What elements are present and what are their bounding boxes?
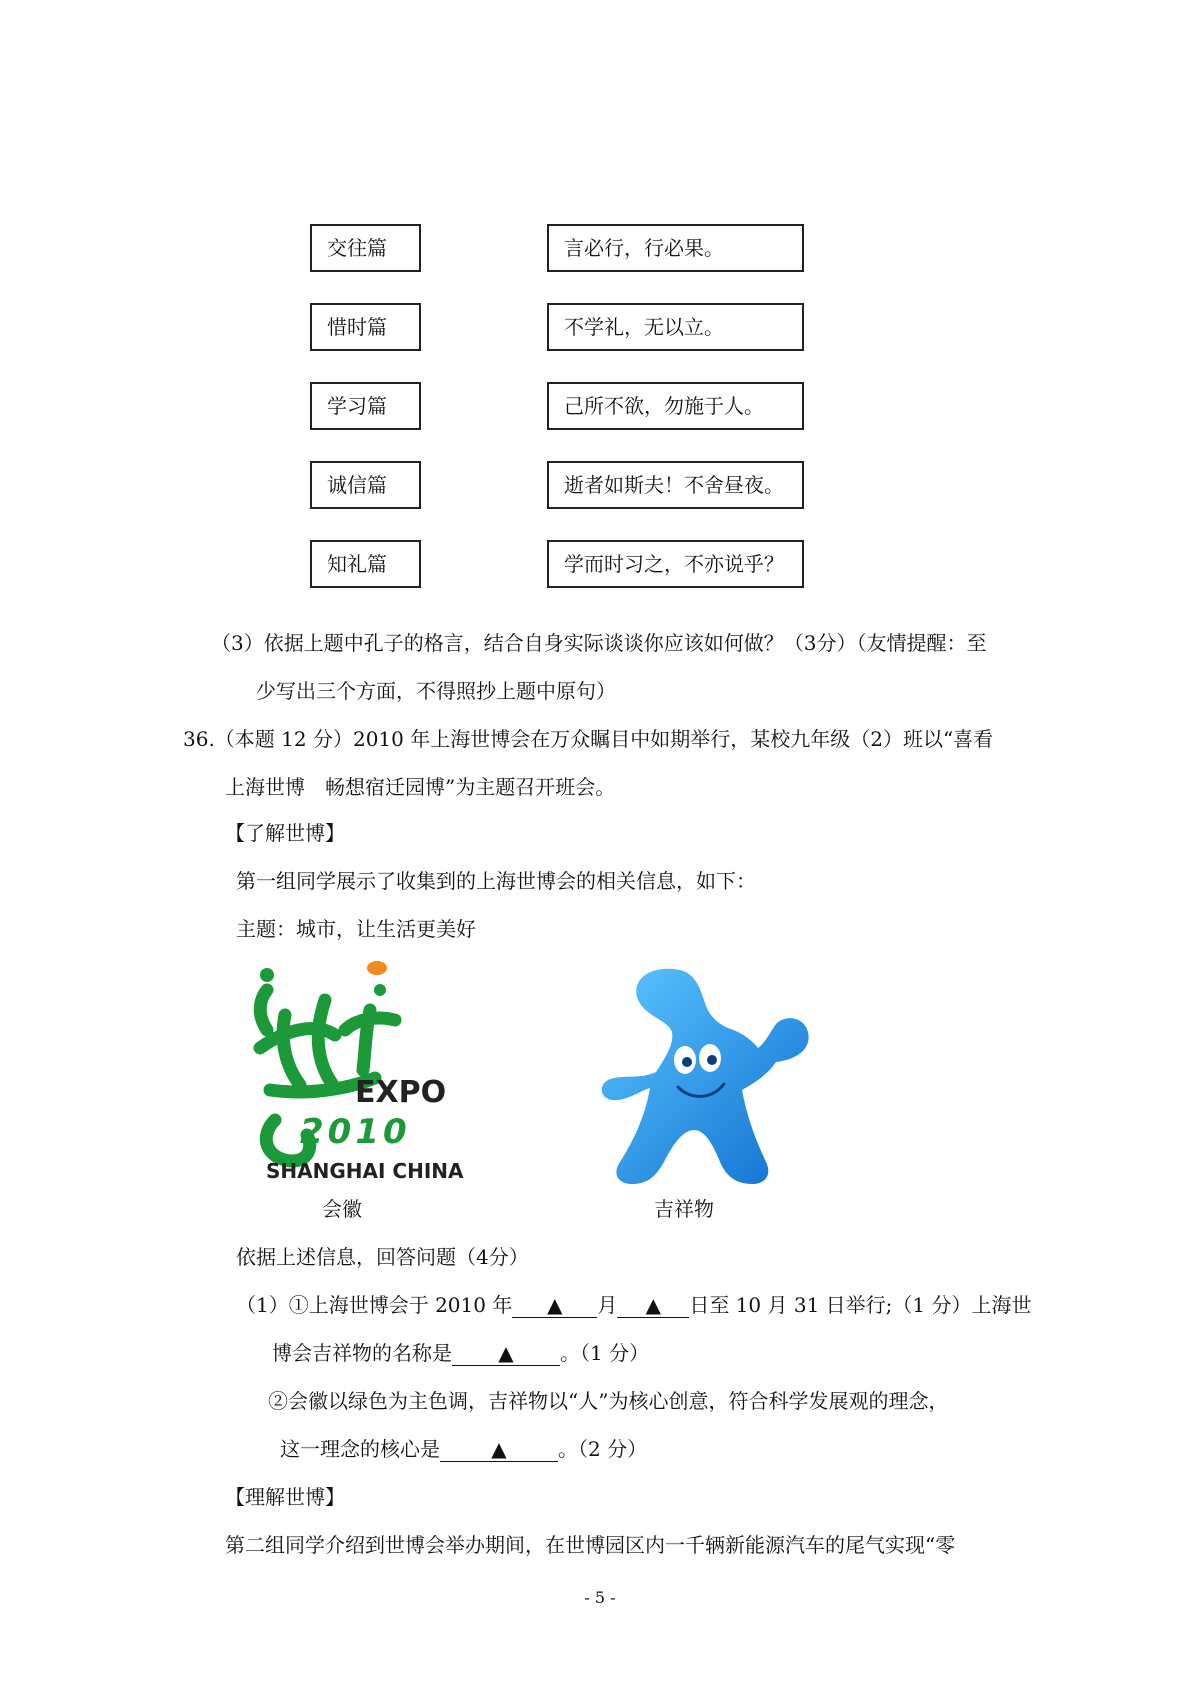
matching-left-3: 学习篇 xyxy=(310,382,421,430)
matching-right-1: 言必行，行必果。 xyxy=(547,224,804,272)
q3-line1: （3）依据上题中孔子的格言，结合自身实际谈谈你应该如何做？（3分）（友情提醒：至 xyxy=(211,631,987,655)
section1-intro: 第一组同学展示了收集到的上海世博会的相关信息，如下： xyxy=(236,869,756,893)
q1-line-b xyxy=(272,1338,649,1368)
q1-d-suffix: 。（2 分） xyxy=(558,1437,648,1461)
matching-left-5: 知礼篇 xyxy=(310,540,421,588)
q1-line-a xyxy=(236,1290,1032,1320)
month-blank[interactable]: ▲ xyxy=(512,1293,597,1318)
logo-caption: 会徽 xyxy=(322,1197,362,1221)
q1-d-prefix: 这一理念的核心是 xyxy=(280,1437,440,1461)
matching-left-4: 诚信篇 xyxy=(310,461,421,509)
concept-core-blank[interactable]: ▲ xyxy=(440,1437,558,1462)
answer-prompt: 依据上述信息，回答问题（4分） xyxy=(236,1245,529,1269)
section1-heading: 【了解世博】 xyxy=(225,821,345,845)
q1-b-suffix: 。（1 分） xyxy=(560,1341,650,1365)
matching-right-5: 学而时习之，不亦说乎？ xyxy=(547,540,804,588)
matching-left-2: 惜时篇 xyxy=(310,303,421,351)
section2-heading: 【理解世博】 xyxy=(225,1485,345,1509)
expo-logo-year: 2010 xyxy=(300,1112,411,1152)
q1-month-label: 月 xyxy=(597,1293,618,1317)
section1-theme: 主题：城市，让生活更美好 xyxy=(236,917,476,941)
q1-line-d xyxy=(280,1434,647,1464)
q1-a-prefix: （1）①上海世博会于 2010 年 xyxy=(236,1293,513,1317)
mascot-name-blank[interactable]: ▲ xyxy=(452,1341,560,1366)
q36-line1: 36.（本题 12 分）2010 年上海世博会在万众瞩目中如期举行，某校九年级（2）班以“喜看 xyxy=(183,727,994,751)
matching-right-4: 逝者如斯夫！不舍昼夜。 xyxy=(547,461,804,509)
q1-line-c: ②会徽以绿色为主色调，吉祥物以“人”为核心创意，符合科学发展观的理念， xyxy=(268,1389,949,1413)
page-number: - 5 - xyxy=(584,1588,616,1607)
day-blank[interactable]: ▲ xyxy=(617,1293,689,1318)
expo-logo-text: EXPO xyxy=(355,1075,447,1110)
haibao-mascot-icon xyxy=(590,962,820,1192)
matching-right-3: 己所不欲，勿施于人。 xyxy=(547,382,804,430)
logo-orange-dot-icon xyxy=(367,961,387,975)
q1-b-prefix: 博会吉祥物的名称是 xyxy=(272,1341,452,1365)
q1-a-suffix: 日至 10 月 31 日举行;（1 分）上海世 xyxy=(689,1293,1032,1317)
section2-text: 第二组同学介绍到世博会举办期间，在世博园区内一千辆新能源汽车的尾气实现“零 xyxy=(225,1533,956,1557)
mascot-caption: 吉祥物 xyxy=(654,1197,714,1221)
matching-right-2: 不学礼，无以立。 xyxy=(547,303,804,351)
expo-logo-place: SHANGHAI CHINA xyxy=(266,1159,464,1183)
q36-line2: 上海世博 畅想宿迁园博”为主题召开班会。 xyxy=(225,775,616,799)
matching-left-1: 交往篇 xyxy=(310,224,421,272)
q3-line2: 少写出三个方面，不得照抄上题中原句） xyxy=(256,679,616,703)
